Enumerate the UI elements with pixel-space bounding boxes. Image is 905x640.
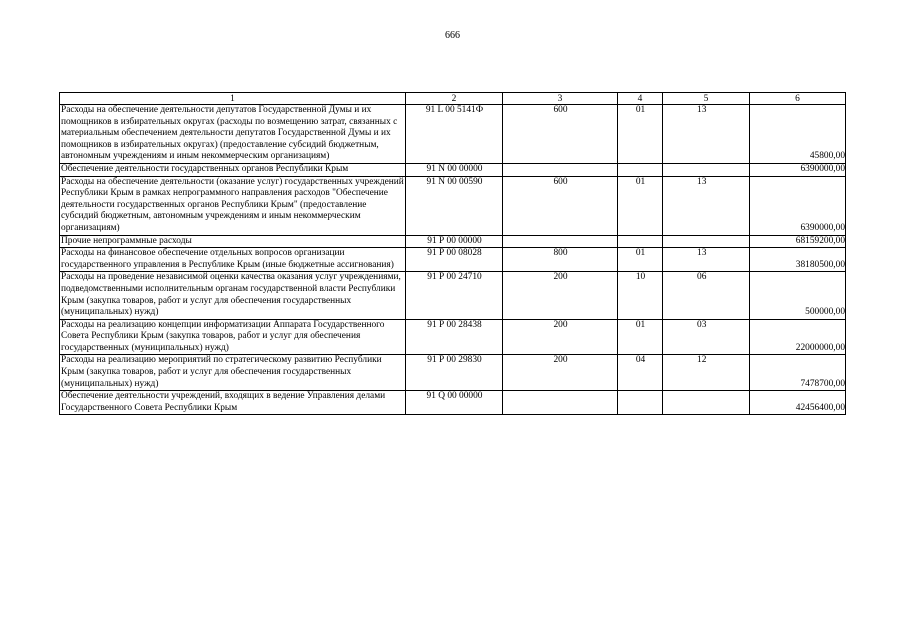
amount-cell: 42456400,00 — [750, 391, 846, 415]
column-header: 1 — [60, 93, 406, 105]
expense-type-code-cell: 200 — [503, 319, 618, 355]
subsection-code-cell: 13 — [663, 105, 750, 164]
expense-name-cell: Обеспечение деятельности государственных органов Республики Крым — [60, 163, 406, 176]
column-number-row — [60, 93, 846, 105]
target-article-code-cell: 91 Р 00 29830 — [406, 355, 503, 391]
section-code-cell: 01 — [618, 105, 663, 164]
table-row — [60, 235, 846, 248]
section-code-cell: 04 — [618, 355, 663, 391]
subsection-code-cell — [663, 235, 750, 248]
expense-name-cell: Обеспечение деятельности учреждений, входящих в ведение Управления делами Государственного Совета Республики Крым — [60, 391, 406, 415]
target-article-code-cell: 91 L 00 5141Ф — [406, 105, 503, 164]
column-header: 2 — [406, 93, 503, 105]
subsection-code-cell: 13 — [663, 176, 750, 235]
budget-table — [59, 92, 846, 415]
column-header: 4 — [618, 93, 663, 105]
table-row — [60, 391, 846, 415]
target-article-code-cell: 91 Р 00 24710 — [406, 272, 503, 319]
section-code-cell: 01 — [618, 248, 663, 272]
amount-cell: 500000,00 — [750, 272, 846, 319]
target-article-code-cell: 91 Р 00 00000 — [406, 235, 503, 248]
subsection-code-cell — [663, 163, 750, 176]
amount-cell: 22000000,00 — [750, 319, 846, 355]
expense-type-code-cell — [503, 163, 618, 176]
expense-type-code-cell: 200 — [503, 355, 618, 391]
target-article-code-cell: 91 Р 00 28438 — [406, 319, 503, 355]
column-header: 5 — [663, 93, 750, 105]
amount-cell: 7478700,00 — [750, 355, 846, 391]
target-article-code-cell: 91 Q 00 00000 — [406, 391, 503, 415]
expense-type-code-cell: 600 — [503, 105, 618, 164]
column-header: 6 — [750, 93, 846, 105]
amount-cell: 6390000,00 — [750, 176, 846, 235]
section-code-cell: 01 — [618, 319, 663, 355]
expense-name-cell: Расходы на финансовое обеспечение отдельных вопросов организации государственного управления в Республике Крым (иные бюджетные ассигнования) — [60, 248, 406, 272]
expense-type-code-cell: 200 — [503, 272, 618, 319]
table-row — [60, 248, 846, 272]
table-row — [60, 105, 846, 164]
subsection-code-cell: 06 — [663, 272, 750, 319]
expense-name-cell: Расходы на проведение независимой оценки качества оказания услуг учреждениями, подведомственными исполнительным органам государственной власти Республики Крым (закупка товаров, работ и услуг для обеспечения государственных (муниципальных) нужд) — [60, 272, 406, 319]
section-code-cell: 10 — [618, 272, 663, 319]
expense-name-cell: Расходы на обеспечение деятельности (оказание услуг) государственных учреждений Республики Крым в рамках непрограммного направления расходов "Обеспечение деятельности государственных органов Республики Крым" (предоставление субсидий бюджетным, автономным учреждениям и иным некоммерческим организациям) — [60, 176, 406, 235]
column-header: 3 — [503, 93, 618, 105]
expense-name-cell: Расходы на реализацию концепции информатизации Аппарата Государственного Совета Республики Крым (закупка товаров, работ и услуг для обеспечения государственных (муниципальных) нужд) — [60, 319, 406, 355]
section-code-cell — [618, 163, 663, 176]
subsection-code-cell: 12 — [663, 355, 750, 391]
table-row — [60, 176, 846, 235]
page-number: 666 — [445, 30, 460, 41]
subsection-code-cell — [663, 391, 750, 415]
table-row — [60, 163, 846, 176]
expense-type-code-cell: 800 — [503, 248, 618, 272]
section-code-cell: 01 — [618, 176, 663, 235]
expense-type-code-cell — [503, 235, 618, 248]
target-article-code-cell: 91 N 00 00590 — [406, 176, 503, 235]
target-article-code-cell: 91 N 00 00000 — [406, 163, 503, 176]
expense-name-cell: Расходы на обеспечение деятельности депутатов Государственной Думы и их помощников в избирательных округах (расходы по возмещению затрат, связанных с материальным обеспечением деятельности депутатов Государственной Думы и их помощников в избирательных округах) (предоставление субсидий бюджетным, автономным учреждениям и иным некоммерческим организациям) — [60, 105, 406, 164]
amount-cell: 6390000,00 — [750, 163, 846, 176]
amount-cell: 45800,00 — [750, 105, 846, 164]
table-row — [60, 319, 846, 355]
section-code-cell — [618, 235, 663, 248]
table-row — [60, 355, 846, 391]
expense-name-cell: Прочие непрограммные расходы — [60, 235, 406, 248]
table-row — [60, 272, 846, 319]
expense-type-code-cell — [503, 391, 618, 415]
expense-name-cell: Расходы на реализацию мероприятий по стратегическому развитию Республики Крым (закупка товаров, работ и услуг для обеспечения государственных (муниципальных) нужд) — [60, 355, 406, 391]
section-code-cell — [618, 391, 663, 415]
amount-cell: 38180500,00 — [750, 248, 846, 272]
amount-cell: 68159200,00 — [750, 235, 846, 248]
expense-type-code-cell: 600 — [503, 176, 618, 235]
subsection-code-cell: 03 — [663, 319, 750, 355]
target-article-code-cell: 91 Р 00 08028 — [406, 248, 503, 272]
subsection-code-cell: 13 — [663, 248, 750, 272]
